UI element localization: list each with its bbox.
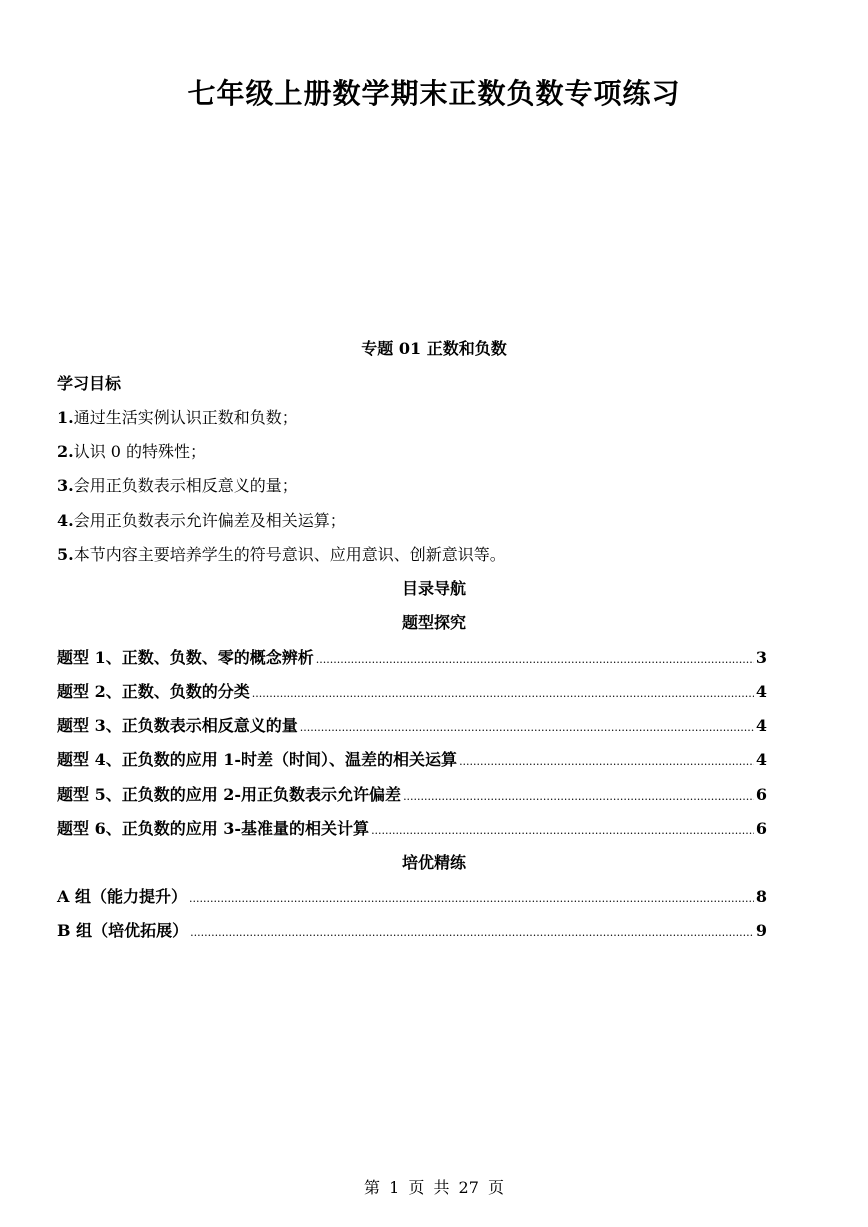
toc-entry-label[interactable]: 题型 2、正数、负数的分类 xyxy=(57,682,250,701)
objective-text: 通过生活实例认识正数和负数； xyxy=(73,408,298,427)
toc-leader-dots xyxy=(189,892,754,905)
objective-text: 会用正负数表示允许偏差及相关运算； xyxy=(73,511,346,530)
toc-entry[interactable] xyxy=(57,713,767,736)
objective-item xyxy=(57,405,298,428)
toc-entry-page[interactable]: 4 xyxy=(755,750,767,769)
page-footer: 第 1 页 共 27 页 xyxy=(364,1178,504,1197)
objective-number: 1. xyxy=(57,408,74,427)
toc-entry-label[interactable]: 题型 5、正负数的应用 2-用正负数表示允许偏差 xyxy=(57,785,402,804)
toc-entry-label[interactable]: B 组（培优拓展） xyxy=(57,921,189,940)
toc-entry[interactable] xyxy=(57,816,767,839)
toc-leader-dots xyxy=(252,687,754,700)
toc-entry[interactable] xyxy=(57,918,767,941)
toc-entry[interactable] xyxy=(57,782,767,805)
objective-text: 本节内容主要培养学生的符号意识、应用意识、创新意识等。 xyxy=(73,545,506,564)
objective-item xyxy=(57,439,206,462)
toc-heading: 目录导航 xyxy=(401,579,466,598)
document-title: 七年级上册数学期末正数负数专项练习 xyxy=(187,77,681,110)
toc-entry-label[interactable]: 题型 3、正负数表示相反意义的量 xyxy=(57,716,298,735)
objective-text: 认识 0 的特殊性； xyxy=(73,442,207,461)
toc-entry-label[interactable]: 题型 1、正数、负数、零的概念辨析 xyxy=(57,648,314,667)
objective-number: 5. xyxy=(57,545,74,564)
toc-leader-dots xyxy=(459,755,754,768)
objectives-heading: 学习目标 xyxy=(57,374,122,393)
toc-leader-dots xyxy=(316,653,754,666)
toc-entry[interactable] xyxy=(57,679,767,702)
toc-entry-page[interactable]: 6 xyxy=(755,785,767,804)
toc-entry-page[interactable]: 3 xyxy=(755,648,767,667)
toc-entry-page[interactable]: 6 xyxy=(755,819,767,838)
topic-subtitle: 专题 01 正数和负数 xyxy=(361,339,507,358)
objective-item xyxy=(57,542,506,565)
toc-entry[interactable] xyxy=(57,747,767,770)
section-heading-question-types: 题型探究 xyxy=(401,613,466,632)
objective-text: 会用正负数表示相反意义的量； xyxy=(73,476,298,495)
toc-entry-label[interactable]: A 组（能力提升） xyxy=(57,887,187,906)
toc-entry-page[interactable]: 4 xyxy=(755,716,767,735)
toc-entry-page[interactable]: 4 xyxy=(755,682,767,701)
objective-item xyxy=(57,508,346,531)
toc-entry-page[interactable]: 8 xyxy=(755,887,767,906)
toc-entry-page[interactable]: 9 xyxy=(755,921,767,940)
toc-leader-dots xyxy=(190,926,754,939)
toc-entry[interactable] xyxy=(57,884,767,907)
toc-entry[interactable] xyxy=(57,645,767,668)
objective-number: 4. xyxy=(57,511,74,530)
objective-item xyxy=(57,473,298,496)
objective-number: 3. xyxy=(57,476,74,495)
toc-leader-dots xyxy=(403,790,754,803)
toc-entry-label[interactable]: 题型 6、正负数的应用 3-基准量的相关计算 xyxy=(57,819,370,838)
toc-entry-label[interactable]: 题型 4、正负数的应用 1-时差（时间）、温差的相关运算 xyxy=(57,750,458,769)
toc-leader-dots xyxy=(300,721,754,734)
section-heading-practice: 培优精练 xyxy=(401,853,466,872)
objective-number: 2. xyxy=(57,442,74,461)
toc-leader-dots xyxy=(371,824,754,837)
